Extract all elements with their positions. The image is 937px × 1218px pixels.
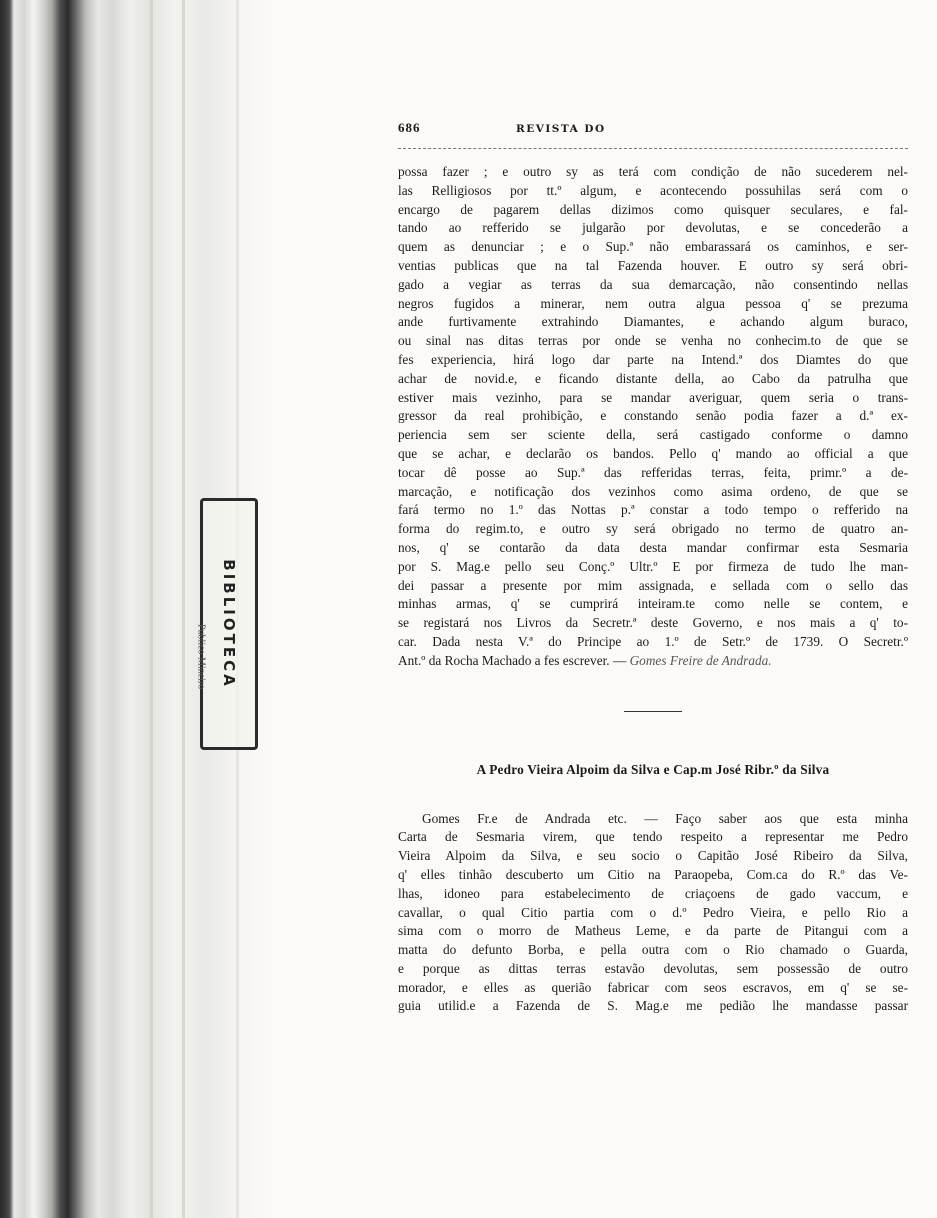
text-line: gado a vegiar as terras da sua demarcação, não consentindo nellas: [398, 276, 908, 292]
page-number: 686: [398, 120, 421, 135]
gutter-streak: [182, 0, 185, 1218]
text-line: tocar dê posse ao Sup.ª das refferidas terras, feita, primr.º a de-: [398, 464, 908, 480]
text-line: encargo de pagarem dellas dizimos como quisquer seculares, e fal-: [398, 201, 908, 217]
text-line: se registará nos Livros da Secretr.ª deste Governo, e nos mais a q' to-: [398, 615, 908, 631]
text-line: minhas armas, q' se cumprirá inteiram.te como nelle se contem, e: [398, 596, 908, 612]
text-line: q' elles tinhão descuberto um Citio na Paraopeba, Com.ca do R.º das Ve-: [398, 866, 908, 882]
text-line: Vieira Alpoim da Silva, e seu socio o Capitão José Ribeiro da Silva,: [398, 848, 908, 864]
text-line: que se achar, e declarão os bandos. Pello q' mando ao official a que: [398, 445, 908, 461]
text-line: nos, q' se contarão da data desta mandar confirmar esta Sesmaria: [398, 539, 908, 555]
body-paragraph: [398, 163, 908, 652]
text-line: por S. Mag.e pello seu Conç.º Ultr.º E por firmeza de tudo lhe man-: [398, 558, 908, 574]
text-line: fará termo no 1.º das Nottas p.ª constar a todo tempo o refferido na: [398, 502, 908, 518]
text-line: marcação, e notificação dos vezinhos como asima ordeno, de que se: [398, 483, 908, 499]
page-header: [398, 120, 908, 144]
signature: Gomes Freire de Andrada.: [629, 652, 772, 668]
text-line: morador, e elles as querião fabricar com seos escravos, em q' se se-: [398, 979, 908, 995]
section-separator: [624, 711, 682, 712]
body-last-line-text: Ant.º da Rocha Machado a fes escrever. —: [398, 652, 630, 668]
text-line: negros fugidos a minerar, nem outra algua pessoa q' se prezuma: [398, 295, 908, 311]
text-line: periencia sem ser sciente della, será castigado conforme o damno: [398, 427, 908, 443]
text-line: forma do regim.to, e outro sy será obrigado no termo de quatro an-: [398, 521, 908, 537]
library-stamp: BIBLIOTECA Publico Mineiro: [200, 498, 258, 750]
stamp-label: BIBLIOTECA: [220, 559, 238, 689]
text-line: Gomes Fr.e de Andrada etc. — Faço saber aos que esta minha: [422, 810, 908, 826]
header-rule: [398, 148, 908, 149]
body-last-line: [398, 652, 908, 671]
text-line: possa fazer ; e outro sy as terá com condição de não sucederem nel-: [398, 164, 908, 179]
text-line: car. Dada nesta V.ª do Principe ao 1.º de Setr.º de 1739. O Secretr.º: [398, 633, 908, 649]
text-line: guia utilid.e a Fazenda de S. Mag.e me pedião lhe mandasse passar: [398, 998, 908, 1014]
text-line: gressor da real prohibição, e constando senão podia fazer a d.ª ex-: [398, 408, 908, 424]
text-line: las Relligiosos por tt.º algum, e acontecendo possuhilas será com o: [398, 182, 908, 198]
gutter-streak: [150, 0, 153, 1218]
section-title: A Pedro Vieira Alpoim da Silva e Cap.m José Ribr.º da Silva: [476, 761, 830, 777]
document-page: [398, 120, 908, 1016]
text-line: dei passar a presente por mim assignada, e sellada com o sello das: [398, 577, 908, 593]
section-paragraph: [398, 810, 908, 1017]
text-line: Carta de Sesmaria virem, que tendo respeito a representar me Pedro: [398, 829, 908, 845]
text-line: lhas, idoneo para estabelecimento de criaçoens de gado vaccum, e: [398, 885, 908, 901]
text-line: ou sinal nas ditas terras por onde se venha no conhecim.to de que se: [398, 333, 908, 349]
text-line: achar de novid.e, e ficando distante della, ao Cabo da patrulha que: [398, 370, 908, 386]
text-line: sima com o morro de Matheus Leme, e da parte de Pitangui com a: [398, 923, 908, 939]
running-head: REVISTA DO: [516, 123, 606, 135]
text-line: estiver mais vezinho, para se mandar averiguar, quem seria o trans-: [398, 389, 908, 405]
text-line: quem as denunciar ; e o Sup.ª não embarassará os caminhos, e ser-: [398, 239, 908, 255]
text-line: tando ao refferido se julgarão por devolutas, e se concederão a: [398, 220, 908, 236]
text-line: e porque as dittas terras estavão devolutas, sem possessão de outro: [398, 960, 908, 976]
text-line: ande furtivamente extrahindo Diamantes, e achando algum buraco,: [398, 314, 908, 330]
text-line: fes experiencia, hirá logo dar parte na Intend.ª dos Diamtes do que: [398, 351, 908, 367]
text-line: cavallar, o qual Citio partia com o d.º Pedro Vieira, e pello Rio a: [398, 904, 908, 920]
text-line: matta do defunto Borba, e pella outra com o Rio chamado o Guarda,: [398, 942, 908, 958]
text-line: ventias publicas que na tal Fazenda houver. E outro sy será obri-: [398, 257, 908, 273]
